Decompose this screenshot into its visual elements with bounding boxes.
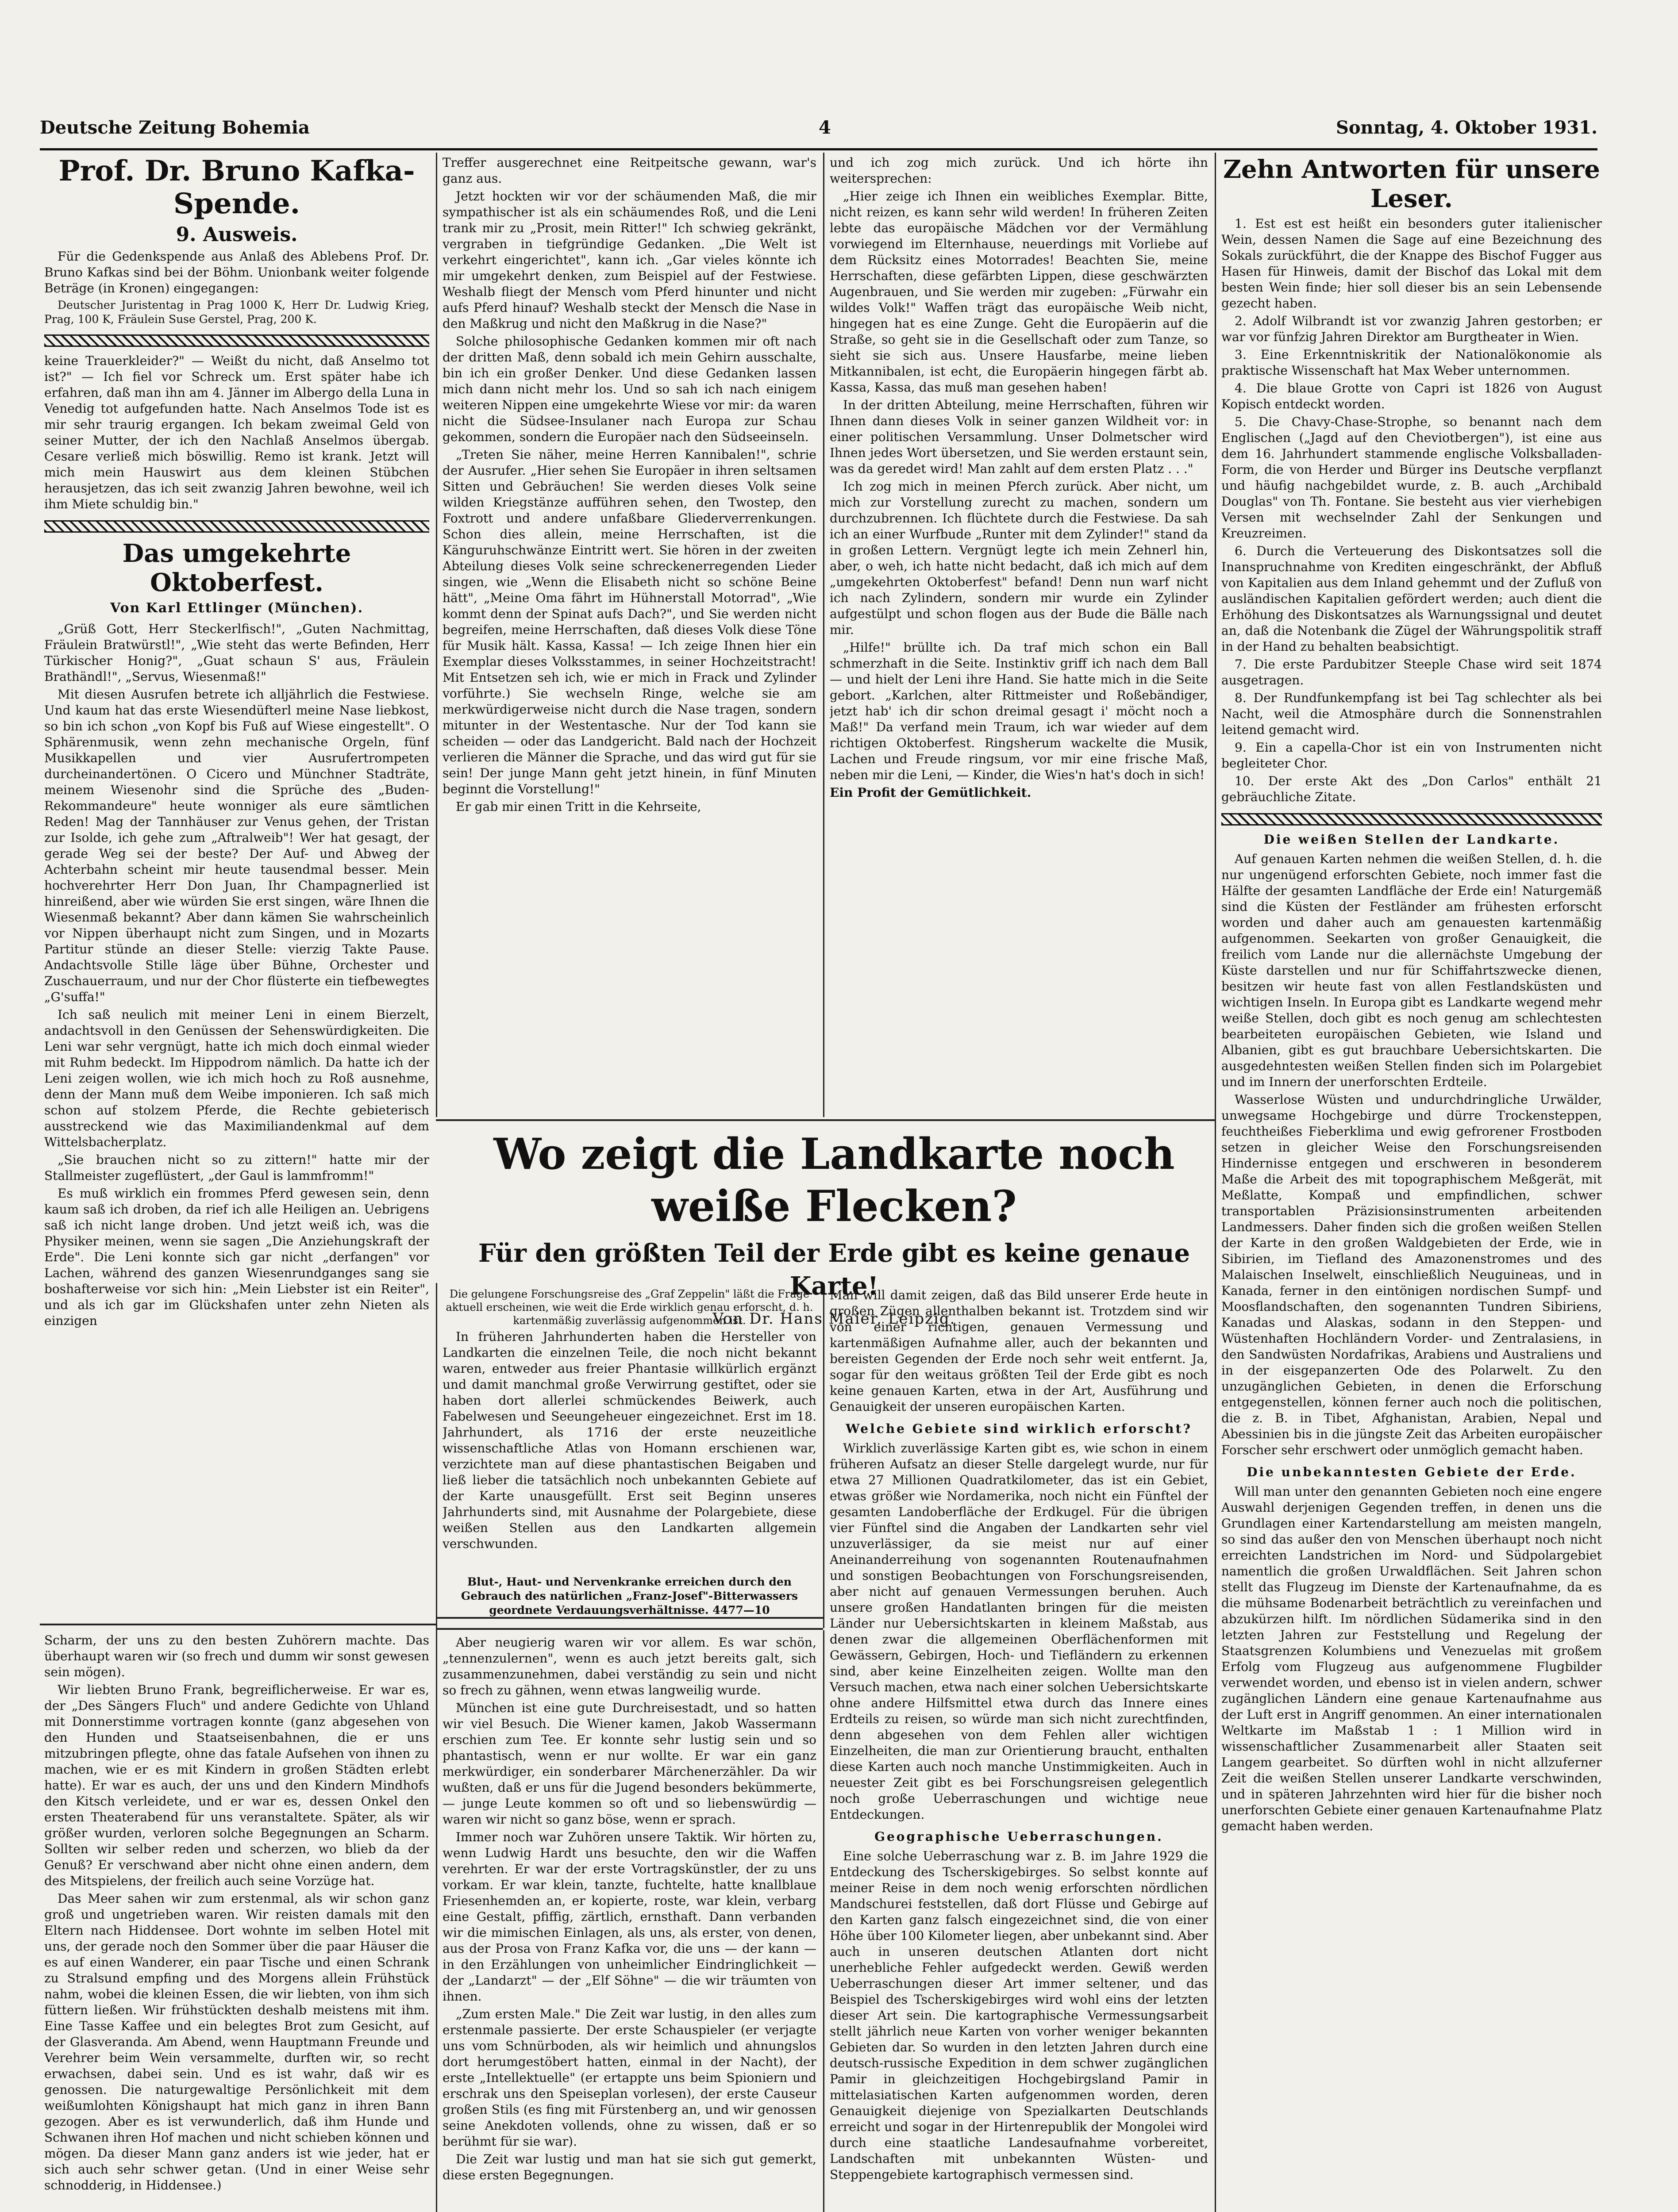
oktoberfest-title: Das umgekehrte Oktoberfest. [122, 539, 351, 597]
paragraph: München ist eine gute Durchreisestadt, und so hatten wir viel Besuch. Die Wiener kamen, Jakob Wassermann erschien zum Tee. Er konnte sehr lustig sein und so phantastisch, wenn er nur wollte. Er war ein ganz merkwürdiger, ein sonderbarer Märchenerzähler. Da wir wußten, daß er uns für die Jugend besonders bekümmerte, — junge Leute kommen so oft und so liebenswürdig — waren wir nicht so ganz böse, wenn er sprach. [443, 1701, 816, 1827]
newspaper-name: Deutsche Zeitung Bohemia [40, 117, 310, 138]
banner-rule [436, 1119, 1215, 1121]
answer-item: 1. Est est est heißt ein besonders guter italienischer Wein, dessen Namen die Sage auf eine Bezeichnung des Sokals zurückführt, die der Knappe des Bischof Fugger aus Hasen für Hinweis, damit der Bischof das Lokal mit dem besten Wein finde; hier soll dieser bis an sein Lebensende gezecht haben. [1221, 216, 1602, 311]
paragraph: Scharm, der uns zu den besten Zuhörern machte. Das überhaupt waren wir (so frech und dumm wir sonst gewesen sein mögen). [44, 1633, 429, 1679]
answer-item: 5. Die Chavy-Chase-Strophe, so benannt nach dem Englischen („Jagd auf den Cheviotbergen"), ist eine aus dem 16. Jahrhundert stammende englische Volksballaden-Form, die von Herder und Bürger ins Deutsche verpflanzt und häufig nachgebildet wurde, z. B. auch „Archibald Douglas" von Th. Fontane. Sie besteht aus vier vierhebigen Versen mit wechselnder Zahl der Senkungen und Kreuzreimen. [1221, 415, 1602, 541]
paragraph: Auf genauen Karten nehmen die weißen Stellen, d. h. die nur ungenügend erforschten Gebiete, noch immer fast die Hälfte der gesamten Landfläche der Erde ein! Naturgemäß sind die Küsten der Festländer am frühesten erforscht worden und daher auch am genauesten kartenmäßig aufgenommen. Seekarten von großer Genauigkeit, die freilich vom Lande nur die allernächste Umgebung der Küste darstellen und nur für Schiffahrtszwecke dienen, besitzen wir heute fast von allen Festlandsküsten und wichtigen Inseln. In Europa gibt es Landkarte wegend mehr weiße Stellen, doch gibt es noch genug am schlechtesten bearbeiteten europäischen Gebieten, wie Island und Albanien, gibt es gut brauchbare Uebersichtskarten. Die ausgedehntesten weißen Stellen finden sich im Polargebiet und im Innern der unerforschten Erdteile. [1221, 852, 1602, 1089]
column-rule [436, 153, 437, 1117]
paragraph: Treffer ausgerechnet eine Reitpeitsche gewann, war's ganz aus. [443, 155, 816, 186]
column-2-upper [443, 155, 816, 1115]
antworten-title: Zehn Antworten für unsere Leser. [1223, 155, 1600, 213]
ornamental-divider [44, 334, 429, 347]
article-abstract: Die gelungene Forschungsreise des „Graf Zeppelin" läßt die Frage aktuell erscheinen, wie weit die Erde wirklich genau erforscht, d. h. kartenmäßig zuverlässig aufgenommen ist. [446, 1288, 813, 1327]
section-rule [40, 1624, 436, 1625]
paragraph: Aber neugierig waren wir vor allem. Es war schön, „tennenzulernen", wenn es auch jetzt bereits galt, sich zusammenzunehmen, dabei verständig zu sein und nicht so frech zu gähnen, wenn etwas langweilig wurde. [443, 1635, 816, 1697]
banner-author: Von Dr. Hans Maier, Leipzig. [712, 1310, 956, 1328]
issue-date: Sonntag, 4. Oktober 1931. [1335, 117, 1597, 138]
paragraph: „Hilfe!" brüllte ich. Da traf mich schon ein Ball schmerzhaft in die Seite. Instinktiv griff ich nach dem Ball — und hielt der Leni ihre Hand. Sie hatte mich in die Seite gebort. „Karlchen, alter Rittmeister und Roßebändiger, jetzt hab' ich dir schon dreimal gesagt i' möcht noch a Maß!" Da verfand mein Traum, ich war wieder auf dem richtigen Oktoberfest. Ringsherum wackelte die Musik, Lachen und Freude ringsum, vor mir eine frische Maß, neben mir die Leni, — Kinder, die Wies'n hat's doch in sich! [830, 640, 1208, 782]
paragraph: Es muß wirklich ein frommes Pferd gewesen sein, denn kaum saß ich droben, da rief ich alle Heiligen an. Uebrigens saß ich nicht lange droben. Und jetzt weiß ich, was die Physiker meinen, wenn sie sagen „Die Anziehungskraft der Erde". Die Leni konnte sich gar nicht „derfangen" vor Lachen, während des ganzen Wiesenrundganges sang sie boshafterweise vor sich hin: „Mein Liebster ist ein Reiter", und als ich gar im Glückshafen unter zehn Nieten als einzigen [44, 1186, 429, 1328]
banner-subtitle: Für den größten Teil der Erde gibt es keine genaue Karte! [478, 1239, 1190, 1301]
section-heading: Die weißen Stellen der Landkarte. [1263, 832, 1560, 847]
section-rule [436, 1617, 823, 1619]
banner-title: Wo zeigt die Landkarte noch weiße Flecken? [493, 1129, 1175, 1231]
column-rule [823, 153, 824, 1117]
paragraph: Solche philosophische Gedanken kommen mir oft nach der dritten Maß, denn sobald ich mein Gehirn ausschalte, bin ich ein großer Denker. Und diese Gedanken lassen mich dann nicht mehr los. Und so sah ich nach einigem weiteren Nippen eine umgekehrte Wiese vor mir: da waren nicht die Südsee-Insulaner nach Europa zur Schau gekommen, sondern die Europäer nach den Südseeinseln. [443, 334, 816, 444]
paragraph: Jetzt hockten wir vor der schäumenden Maß, die mir sympathischer ist als ein schäumendes Roß, und die Leni trank mir zu „Prosit, mein Ritter!" Ich schwieg gekränkt, vergraben in tiefgründige Gedanken. „Die Welt ist verkehrt eingerichtet", kann ich. „Gar vieles könnte ich mir umgekehrt denken, zum Beispiel auf der Festwiese. Weshalb fliegt der Mensch vom Pferd hinunter und nicht aufs Pferd hinauf? Weshalb steckt der Mensch die Nase in den Maßkrug und nicht den Maßkrug in die Nase?" [443, 189, 816, 331]
spende-title: Prof. Dr. Bruno Kafka-Spende. [58, 155, 415, 220]
column-1-upper [44, 155, 429, 1619]
column-rule [823, 1283, 824, 1628]
ornamental-divider [44, 520, 429, 533]
paragraph: Wasserlose Wüsten und undurchdringliche Urwälder, unwegsame Hochgebirge und dürre Trockensteppen, feuchtheißes Fieberklima und ewig gefrorener Frostboden setzen in gleicher Weise den Forschungsreisenden Hindernisse entgegen und erschweren in besonderem Maße die Arbeit des mit topographischem Meßgerät, mit Meßlatte, Kompaß und empfindlichen, schwer transportablen Präzisionsinstrumenten arbeitenden Landmessers. Daher finden sich die großen weißen Stellen der Karte in den großen Waldgebieten der Erde, wie in Sibirien, im Tiefland des Amazonenstromes und des Malaischen Inselwelt, einschließlich Neuguineas, und in Kanada, ferner in den eintönigen nordischen Sumpf- und Moosflandschaften, den sogenannten Tundren Sibiriens, Kanadas und Alaskas, sodann in den Steppen- und Wüstenhaften Hochländern Vorder- und Zentralasiens, in den Sandwüsten Nordafrikas, Arabiens und Australiens und in der eisgepanzerten Ode des Polarwelt. Zu den unzugänglichen Gebieten, in denen die Erforschung entgegenstellen, können ferner auch noch die politischen, die z. B. in Tibet, Afghanistan, Arabien, Nepal und Abessinien bis in die jüngste Zeit das Arbeiten europäischer Forscher sehr erschwert oder unmöglich gemacht haben. [1221, 1092, 1602, 1457]
paragraph: „Zum ersten Male." Die Zeit war lustig, in den alles zum erstenmale passierte. Der erste Schauspieler (er verjagte uns vom Schnürboden, als wir heimlich und ahnungslos dort herumgestöbert hatten, einmal in der Nacht), der erste „Intellektuelle" (er ertappte uns beim Spioniern und erschrak uns den Speiseplan vorlesen), der erste Causeur großen Stils (es fing mit Fürstenberg an, und wir genossen seine Anekdoten vollends, ohne zu wissen, daß er so berühmt für sie war). [443, 2007, 816, 2149]
paragraph: Die Zeit war lustig und man hat sie sich gut gemerkt, diese ersten Begegnungen. [443, 2152, 816, 2182]
landkarte-column-2 [443, 1287, 816, 1615]
column-1-lower [44, 1632, 429, 2212]
section-heading: Welche Gebiete sind wirklich erforscht? [846, 1421, 1192, 1436]
answer-item: 2. Adolf Wilbrandt ist vor zwanzig Jahren gestorben; er war vor fünfzig Jahren Direktor am Burgtheater in Wien. [1221, 314, 1602, 344]
column-2-lower [443, 1635, 816, 2212]
answer-item: 7. Die erste Pardubitzer Steeple Chase wird seit 1874 ausgetragen. [1221, 657, 1602, 687]
column-rule [823, 1630, 824, 2212]
paragraph: Will man unter den genannten Gebieten noch eine engere Auswahl derjenigen Gegenden treffen, in denen uns die Grundlagen einer Kartendarstellung am meisten mangeln, so sind das außer den von Menschen überhaupt noch nicht erreichten Landstrichen im Nord- und Südpolargebiet namentlich die großen Urwaldflächen. Seit Jahren schon stellt das Flugzeug im Dienste der Kartenaufnahme, da es die mühsame Bodenarbeit beträchtlich zu vereinfachen und abzukürzen hilft. Im nördlichen Südamerika sind in den letzten Jahren zur Feststellung und Regelung der Staatsgrenzen Kolumbiens und Venezuelas mit großem Erfolg vom Flugzeug aus aufgenommene Flugbilder verwendet worden, und ebenso ist in vielen andern, schwer zugänglichen Ländern eine genaue Kartenaufnahme aus der Luft erst in Angriff genommen. An einer internationalen Weltkarte im Maßstab 1 : 1 Million wird in wissenschaftlicher Zusammenarbeit aller Staaten seit Langem gearbeitet. So dürften wohl in nicht allzuferner Zeit die weißen Stellen unserer Landkarte verschwinden, und in späteren Jahrzehnten wird hier für die bisher noch unerforschten Gebiete einer genauen Kartenaufnahme Platz gemacht haben werden. [1221, 1484, 1602, 1833]
column-rule [436, 1283, 437, 2212]
paragraph: Man will damit zeigen, daß das Bild unserer Erde heute in großen Zügen allenthalben bekannt ist. Trotzdem sind wir von einer richtigen, genauen Vermessung und kartenmäßigen Aufnahme aller, auch der bekannten und bereisten Gegenden der Erde noch sehr weit entfernt. Ja, sogar für den weitaus größten Teil der Erde gibt es noch keine genauen Karten, etwa in der Art, Ausführung und Genauigkeit der unseren europäischen Karten. [830, 1288, 1208, 1414]
paragraph: „Hier zeige ich Ihnen ein weibliches Exemplar. Bitte, nicht reizen, es kann sehr wild werden! In früheren Zeiten lebte das europäische Mädchen vor der Vermählung vorwiegend im Elternhause, neuerdings mit Vorliebe auf dem Rücksitz eines Motorrades! Beachten Sie, meine Herrschaften, diese gefärbten Lippen, diese geschwärzten Augenbrauen, und Sie werden mir zugeben: „Fürwahr ein wildes Volk!" Waffen trägt das europäische Weib nicht, hingegen hat es eine Zunge. Geht die Europäerin auf die Straße, so geht sie in die Gesellschaft oder zum Tanze, so sieht sie sich aus. Unsere Hausfarbe, meine lieben Mitkannibalen, ist echt, die Europäerin hingegen färbt ab. Kassa, Kassa, das muß man gesehen haben! [830, 189, 1208, 395]
paragraph: Das Meer sahen wir zum erstenmal, als wir schon ganz groß und ungetrieben waren. Wir reisten damals mit den Eltern nach Hiddensee. Dort wohnte im selben Hotel mit uns, der gerade noch den Sommer über die paar Häuser die es auf einen Wanderer, ein paar Tische und einen Schrank zu Stralsund empfing und des Morgens allein Frühstück nahm, wobei die kleinen Essen, die wir liebten, von ihm sich füttern ließen. Wir frühstückten deshalb meistens mit ihm. Eine Tasse Kaffee und ein belegtes Brot zum Gesicht, auf der Glasveranda. Am Abend, wenn Hauptmann Freunde und Verehrer beim Wein versammelte, durften wir, so recht erwachsen, dabei sein. Und es ist wahr, daß wir es genossen. Die naturgewaltige Persönlichkeit mit dem weißumlohten Königshaupt hat mich ganz in ihren Bann gezogen. Aber es ist verwunderlich, daß ihm Hunde und Schwanen ihren Hof machen und nicht schieben können und mögen. Da dieser Mann ganz anders ist wie jeder, hat er sich auch sehr schwer getan. (Und in einer Weise sehr schnodderig, in Hiddensee.) [44, 1891, 429, 2193]
spende-list: Deutscher Juristentag in Prag 1000 K, Herr Dr. Ludwig Krieg, Prag, 100 K, Fräulein Suse Gerstel, Prag, 200 K. [44, 299, 429, 326]
paragraph: Ich zog mich in meinen Pferch zurück. Aber nicht, um mich zur Vorstellung zurecht zu machen, sondern um durchzubrennen. Ich flüchtete durch die Festwiese. Da sah ich an einer Wurfbude „Runter mit dem Zylinder!" stand da in großen Lettern. Vergnügt legte ich mein Zehnerl hin, aber, o weh, ich hatte nicht bedacht, daß ich mich auf dem „umgekehrten Oktoberfest" befand! Denn nun warf nicht ich nach Zylindern, sondern mir wurde ein Zylinder aufgestülpt und schon flogen aus der Bude die Bälle nach mir. [830, 479, 1208, 637]
oktoberfest-author: Von Karl Ettlinger (München). [110, 600, 364, 616]
landkarte-column-3 [830, 1287, 1208, 2212]
answer-item: 6. Durch die Verteuerung des Diskontsatzes soll die Inanspruchnahme von Krediten eingeschränkt, der Abfluß von Kapitalien aus dem Inland gehemmt und der Zufluß von ausländischen Kapitalien gefördert werden; auch dient die Erhöhung des Diskontsatzes als Warnungssignal und deutet an, daß die Notenbank die Zügel der Währungspolitik straff in der Hand zu behalten beabsichtigt. [1221, 544, 1602, 654]
paragraph: In der dritten Abteilung, meine Herrschaften, führen wir Ihnen dann dieses Volk in seiner ganzen Wildheit vor: in einer politischen Versammlung. Unser Dolmetscher wird Ihnen jedes Wort übersetzen, und Sie werden erstaunt sein, was da geredet wird! Man zahlt auf dem ersten Platz . . ." [830, 398, 1208, 476]
column-3-upper [830, 155, 1208, 1115]
paragraph: Immer noch war Zuhören unsere Taktik. Wir hörten zu, wenn Ludwig Hardt uns besuchte, den wir die Waffen verehrten. Er war der erste Vortragskünstler, der zu uns vorkam. Er war klein, tanzte, fuchtelte, hatte knallblaue Friesenhemden an, er kopierte, roste, war klein, verbarg eine Gestalt, pfiffig, zärtlich, ernsthaft. Dann verbanden wir die mimischen Einlagen, als uns, als erster, von denen, aus der Prosa von Franz Kafka vor, die uns — der kann — in den Erzählungen von unheimlicher Eindringlichkeit — der „Landarzt" — der „Elf Söhne" — die wir träumten von ihnen. [443, 1830, 816, 2004]
paragraph: Eine solche Ueberraschung war z. B. im Jahre 1929 die Entdeckung des Tscherskigebirges. So selbst konnte auf meiner Reise in dem noch wenig erforschten nördlichen Mandschurei feststellen, daß dort Flüsse und Gebirge auf den Karten ganz falsch eingezeichnet sind, die von einer Höhe über 100 Kilometer liegen, aber unbekannt sind. Aber auch in unseren deutschen Atlanten dort nicht unerhebliche Fehler aufgedeckt werden. Gewiß werden Ueberraschungen dieser Art immer seltener, und das Beispiel des Tscherskigebirges wird wohl eins der letzten dieser Art sein. Die kartographische Vermessungsarbeit stellt jährlich neue Karten von vorher weniger bekannten Gebieten dar. So wurden in den letzten Jahren durch eine deutsch-russische Expedition in dem schwer zugänglichen Pamir in gleichzeitigen Hochgebirgsland Pamir in mittelasiatischen Karten aufgenommen worden, deren Genauigkeit diejenige von Spezialkarten Deutschlands erreicht und sogar in der Hirtenrepublik der Mongolei wird durch eine staatliche Landesaufnahme vorbereitet, Landschaften mit unbekannten Wüsten- und Steppengebiete kartographisch vermessen sind. [830, 1849, 1208, 2182]
answer-item: 8. Der Rundfunkempfang ist bei Tag schlechter als bei Nacht, weil die Atmosphäre durch die Sonnenstrahlen leitend gemacht wird. [1221, 691, 1602, 737]
answer-item: 10. Der erste Akt des „Don Carlos" enthält 21 gebräuchliche Zitate. [1221, 774, 1602, 804]
section-rule [436, 1628, 823, 1630]
paragraph: und ich zog mich zurück. Und ich hörte ihn weitersprechen: [830, 155, 1208, 186]
section-heading: Die unbekanntesten Gebiete der Erde. [1247, 1465, 1577, 1479]
paragraph: „Treten Sie näher, meine Herren Kannibalen!", schrie der Ausrufer. „Hier sehen Sie Europäer in ihren seltsamen Sitten und Gebräuchen! Sie werden dieses Volk seine wilden Kriegstänze aufführen sehen, den Twostep, den Foxtrott und andere unfaßbare Gliederverrenkungen. Schon dies allein, meine Herrschaften, ist die Känguruhschwänze Eintritt wert. Sie hören in der zweiten Abteilung dieses Volk seine schreckenerregenden Lieder singen, wie „Wenn die Elisabeth nicht so schöne Beine hätt", „Meine Oma fährt im Hühnerstall Motorrad", „Wie kommt denn der Spinat aufs Dach?", und Sie werden nicht begreifen, meine Herrschaften, daß dieses Volk diese Töne für Musik hält. Kassa, Kassa! — Ich zeige Ihnen hier ein Exemplar dieses Volksstammes, in seiner Hochzeitstracht! Mit Entsetzen seh ich, wie er mich in Frack und Zylinder vorführte.) Sie wechseln Ringe, welche sie am merkwürdigerweise nicht durch die Nase tragen, sondern mitunter in der Westentasche. Nur der Tod kann sie scheiden — oder das Landgericht. Bald nach der Hochzeit verlieren die Männer die Sprache, und das wird gut für sie sein! Der junge Mann geht jetzt hinein, in fünf Minuten beginnt die Vorstellung!" [443, 447, 816, 796]
paragraph: Wir liebten Bruno Frank, begreiflicherweise. Er war es, der „Des Sängers Fluch" und andere Gedichte von Uhland mit Donnerstimme vortragen konnte (ganz abgesehen von den Hunden und Staatseisenbahnen, die er uns mitzubringen pflegte, ohne das fatale Aufsehen von ihnen zu machen, wie er es mit Kindern in großen Städten erlebt hatte). Er war es auch, der uns und den Kindern Mindhofs den Kitsch verleidete, und er war es, dessen Onkel den ersten Theaterabend für uns veranstaltete. Später, als wir größer wurden, verloren solche Begegnungen an Scharm. Sollten wir selber reden und scherzen, wo blieb da der Genuß? Er verschwand aber nicht ohne einen andern, dem des Mitspielens, der freilich auch seine Vorzüge hat. [44, 1682, 429, 1888]
paragraph: Mit diesen Ausrufen betrete ich alljährlich die Festwiese. Und kaum hat das erste Wiesendüfterl meine Nase liebkost, so bin ich schon „von Kopf bis Fuß auf Wiese eingestellt". O Sphärenmusik, wenn zehn mechanische Orgeln, fünf Musikkapellen und vier Ausrufertrompeten durcheinandertönen. O Cicero und Münchner Stadträte, meinem Wiesenohr sind die Sprüche des „Buden-Rekommandeure" heute wonniger als eure sämtlichen Reden! Mag der Tannhäuser zur Venus gehen, der Tristan zur Isolde, ich gehe zum „Aftralweib"! Wer hat gesagt, der gerade Weg sei der beste? Der Auf- und Abweg der Achterbahn scheint mir heute tausendmal besser. Mein hochverehrter Herr Don Juan, Ihr Champagnerlied ist hinreißend, aber wie würden Sie erst singen, wäre Ihnen die Wiesenmaß bekannt? Aber dann kämen Sie wahrscheinlich vor Nippen überhaupt nicht zum Singen, und in Mozarts Partitur stünde an dieser Stelle: vierzig Takte Pause. Andachtsvolle Stille läge über Bühne, Orchester und Zuschauerraum, und nur der Chor flüsterte ein tiefbewegtes „G'suffa!" [44, 687, 429, 1004]
ad-text: Blut-, Haut- und Nervenkranke erreichen durch den Gebrauch des natürlichen „Franz-Josef"-Bitterwassers geordnete Verdauungsverhältnisse. 4477—10 [461, 1575, 798, 1617]
advertisement [443, 1575, 816, 1617]
answer-item: 4. Die blaue Grotte von Capri ist 1826 von August Kopisch entdeckt worden. [1221, 381, 1602, 411]
spende-text: Für die Gedenkspende aus Anlaß des Ablebens Prof. Dr. Bruno Kafkas sind bei der Böhm. Unionbank weiter folgende Beträge (in Kronen) eingegangen: [44, 249, 429, 296]
paragraph: Ich saß neulich mit meiner Leni in einem Bierzelt, andachtsvoll in den Genüssen der Sehenswürdigkeiten. Die Leni war sehr vergnügt, hatte ich mich doch einmal wieder mit Ruhm bedeckt. Im Hippodrom nämlich. Da hatte ich der Leni zeigen wollen, wie ich mich hoch zu Roß ausnehme, denn der Mann muß dem Weibe imponieren. Ich saß mich schon auf stolzem Pferde, die Rechte gebieterisch ausstreckend wie das Maximiliandenkmal auf dem Wittelsbacherplatz. [44, 1007, 429, 1149]
running-head [40, 113, 1597, 148]
paragraph: Er gab mir einen Tritt in die Kehrseite, [456, 799, 701, 814]
section-heading: Geographische Ueberraschungen. [874, 1829, 1163, 1844]
paragraph: In früheren Jahrhunderten haben die Hersteller von Landkarten die einzelnen Teile, die noch nicht bekannt waren, entweder aus freier Phantasie willkürlich ergänzt und damit manchmal große Verwirrung gestiftet, oder sie haben dort allerlei schmückendes Beiwerk, auch Fabelwesen und Seeungeheuer eingezeichnet. Erst im 18. Jahrhundert, als 1716 der erste neuzeitliche wissenschaftliche Atlas von Homann erschienen war, verzichtete man auf diese phantastischen Beigaben und ließ lieber die tatsächlich noch unbekannten Gebiete auf der Karte unausgefüllt. Erst seit Beginn unseres Jahrhunderts sind, mit Ausnahme der Polargebiete, diese weißen Stellen aus den Landkarten allgemein verschwunden. [443, 1329, 816, 1551]
answer-item: 9. Ein a capella-Chor ist ein von Instrumenten nicht begleiteter Chor. [1221, 740, 1602, 771]
paragraph: „Sie brauchen nicht so zu zittern!" hatte mir der Stallmeister zugeflüstert, „der Gaul is lammfromm!" [44, 1152, 429, 1183]
paragraph: keine Trauerkleider?" — Weißt du nicht, daß Anselmo tot ist?" — Ich fiel vor Schreck um. Erst später habe ich erfahren, daß man ihn am 4. Jänner im Albergo della Luna in Venedig tot aufgefunden hatte. Nach Anselmos Tode ist es mir sehr traurig ergangen. Ich bekam zweimal Geld von seiner Mutter, der ich den Nachlaß Anselmos übergab. Cesare verließ mich böswillig. Remo ist krank. Jetzt will mich mein Hauswirt aus dem kleinen Stübchen herausjetzen, das ich seit zwanzig Jahren bewohne, weil ich ihm Miete schuldig bin." [44, 353, 429, 511]
spende-subtitle: 9. Ausweis. [176, 223, 298, 246]
header-rule [40, 148, 1597, 150]
column-4 [1221, 155, 1602, 2212]
paragraph: „Grüß Gott, Herr Steckerlfisch!", „Guten Nachmittag, Fräulein Bratwürstl!", „Wie steht das werte Befinden, Herr Türkischer Honig?", „Guat schaun S' aus, Fräulein Brathändl!", „Servus, Wiesenmaß!" [44, 622, 429, 684]
paragraph: Wirklich zuverlässige Karten gibt es, wie schon in einem früheren Aufsatz an dieser Stelle dargelegt wurde, nur für etwa 27 Millionen Quadratkilometer, das ist ein Gebiet, etwas größer wie Nordamerika, noch nicht ein Fünftel der gesamten Landoberfläche der Erdkugel. Für die übrigen vier Fünftel sind die Angaben der Landkarten sehr viel unzuverlässiger, da sie meist nur auf einer Aneinanderreihung von sogenannten Routenaufnahmen und sonstigen Beobachtungen von Forschungsreisenden, aber nicht auf genauen Vermessungen beruhen. Auch unsere großen Handatlanten bringen für die meisten Länder nur Uebersichtskarten in kleinem Maßstab, aus denen zwar die allgemeinen Oberflächenformen mit Gewässern, Gebirgen, Hoch- und Tiefländern zu erkennen sind, aber keine Einzelheiten zeigen. Wollte man den Versuch machen, etwa nach einer solchen Uebersichtskarte ohne andere Hilfsmittel etwa durch das Innere eines Erdteils zu reisen, so würde man sich nicht zurechtfinden, denn abgesehen von dem Fehlen aller wichtigen Einzelheiten, die man zur Orientierung braucht, enthalten diese Karten auch noch manche Unstimmigkeiten. Auch in neuester Zeit gibt es bei Forschungsreisen gelegentlich noch große Ueberraschungen und wichtige neue Entdeckungen. [830, 1441, 1208, 1822]
answer-item: 3. Eine Erkenntniskritik der Nationalökonomie als praktische Wissenschaft hat Max Weber unternommen. [1221, 347, 1602, 378]
ornamental-divider [1221, 813, 1602, 826]
paragraph: Ein Profit der Gemütlichkeit. [830, 785, 1031, 800]
page-number: 4 [819, 117, 831, 138]
